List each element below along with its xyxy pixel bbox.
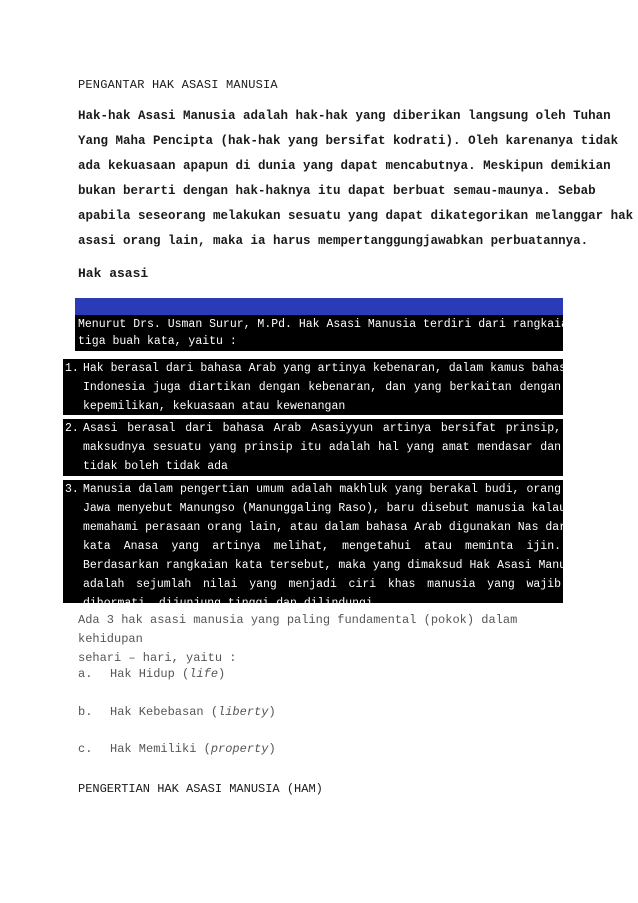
paragraph-line: Yang Maha Pencipta (hak-hak yang bersifat kodrati). Oleh karenanya tidak — [78, 134, 619, 148]
highlight-bar — [75, 298, 563, 315]
list-number: 1. — [65, 362, 79, 375]
right-name: Hak Memiliki — [110, 742, 197, 756]
list-item — [63, 359, 573, 415]
definition-intro — [75, 315, 575, 351]
paragraph-line: Hak-hak Asasi Manusia adalah hak-hak yang diberikan langsung oleh Tuhan — [78, 109, 611, 123]
section-heading: Hak asasi — [78, 266, 149, 281]
right-english: liberty — [218, 705, 269, 719]
list-line: memahami perasaan orang lain, atau dalam bahasa Arab digunakan Nas dari — [83, 521, 573, 534]
paragraph-line: ada kekuasaan apapun di dunia yang dapat mencabutnya. Meskipun demikian — [78, 159, 611, 173]
list-line: Manusia dalam pengertian umum adalah makhluk yang berakal budi, orang — [83, 483, 561, 496]
intro-line: Menurut Drs. Usman Surur, M.Pd. Hak Asasi Manusia terdiri dari rangkaian — [78, 318, 575, 331]
right-label: b. — [78, 705, 93, 719]
section-heading-ham: PENGERTIAN HAK ASASI MANUSIA (HAM) — [78, 782, 323, 796]
right-item: a. Hak Hidup (life) — [78, 667, 226, 681]
right-item: b. Hak Kebebasan (liberty) — [78, 705, 276, 719]
list-line: Berdasarkan rangkaian kata tersebut, maka yang dimaksud Hak Asasi Manusia — [83, 559, 587, 572]
right-english: property — [210, 742, 269, 756]
page-title: PENGANTAR HAK ASASI MANUSIA — [78, 78, 278, 92]
right-label: a. — [78, 667, 93, 681]
list-line: kepemilikan, kekuasaan atau kewenangan — [83, 400, 346, 413]
paragraph-line: bukan berarti dengan hak-haknya itu dapat berbuat semau-maunya. Sebab — [78, 184, 596, 198]
intro-line: tiga buah kata, yaitu : — [78, 335, 237, 348]
list-line: Jawa menyebut Manungso (Manunggaling Raso), baru disebut manusia kalau — [83, 502, 567, 515]
list-item — [63, 480, 587, 610]
fundamental-line: Ada 3 hak asasi manusia yang paling fundamental (pokok) dalam kehidupan — [78, 613, 518, 646]
fundamental-line: sehari – hari, yaitu : — [78, 651, 237, 665]
intro-paragraph — [78, 104, 634, 254]
list-line: Indonesia juga diartikan dengan kebenaran, dan yang berkaitan dengan — [83, 381, 561, 394]
right-label: c. — [78, 742, 93, 756]
list-item — [63, 419, 563, 476]
paragraph-line: apabila seseorang melakukan sesuatu yang dapat dikategorikan melanggar hak — [78, 209, 634, 223]
list-line: adalah sejumlah nilai yang menjadi ciri khas manusia yang wajib — [83, 578, 561, 591]
list-number: 3. — [65, 483, 79, 496]
right-name: Hak Kebebasan — [110, 705, 204, 719]
list-line: kata Anasa yang artinya melihat, mengetahui atau meminta ijin. — [83, 540, 561, 553]
list-line: Hak berasal dari bahasa Arab yang artinya kebenaran, dalam kamus bahasa — [83, 362, 573, 375]
list-line: tidak boleh tidak ada — [83, 460, 228, 473]
list-line: dihormati, dijunjung tinggi dan dilindungi — [83, 597, 373, 610]
right-english: life — [189, 667, 219, 681]
list-line: maksudnya sesuatu yang prinsip itu adalah hal yang amat mendasar dan — [83, 441, 561, 454]
list-number: 2. — [65, 422, 79, 435]
right-name: Hak Hidup — [110, 667, 175, 681]
list-line: Asasi berasal dari bahasa Arab Asasiyyun artinya bersifat prinsip, — [83, 422, 561, 435]
right-item: c. Hak Memiliki (property) — [78, 742, 276, 756]
fundamental-rights-intro — [78, 611, 548, 668]
paragraph-line: asasi orang lain, maka ia harus mempertanggungjawabkan perbuatannya. — [78, 234, 589, 248]
